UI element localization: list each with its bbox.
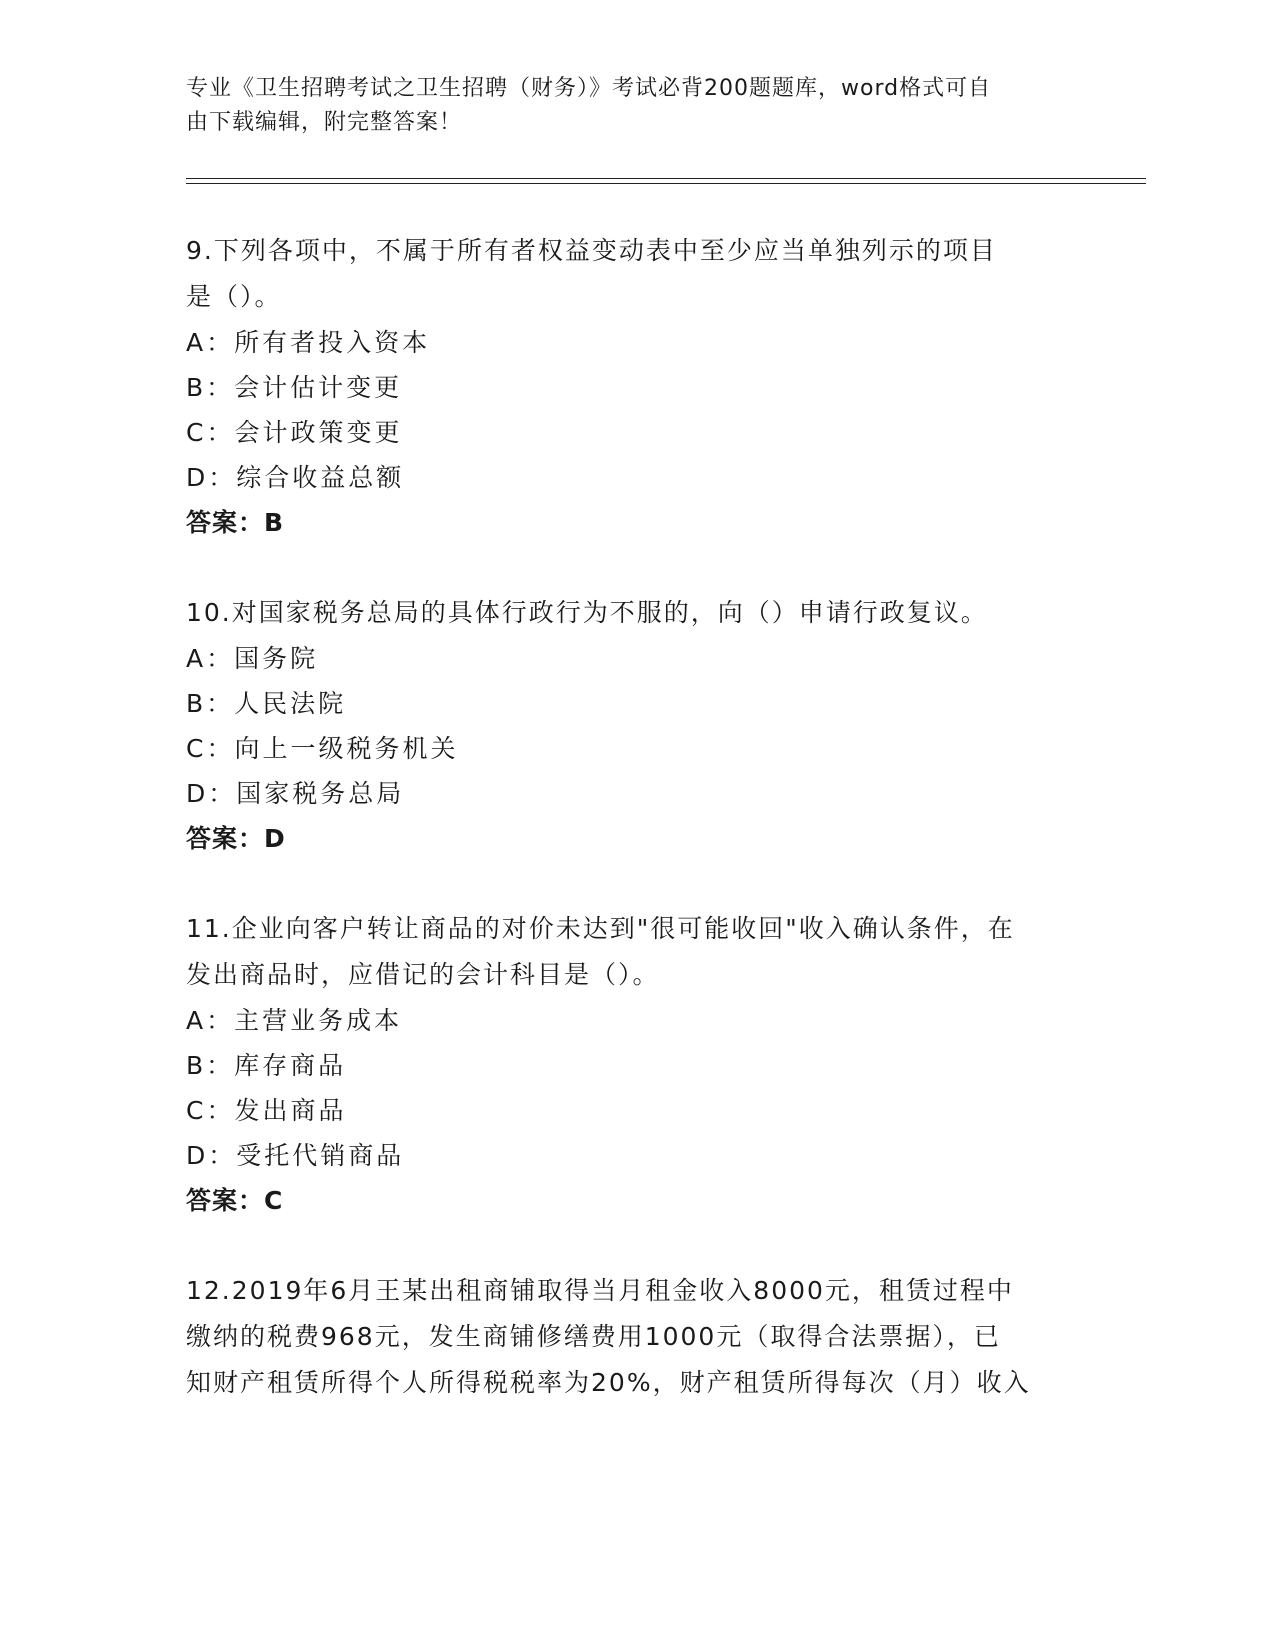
answer: 答案：B bbox=[186, 508, 285, 537]
question-text-line: 11.企业向客户转让商品的对价未达到"很可能收回"收入确认条件，在 bbox=[186, 914, 1015, 943]
question-text-line: 发出商品时，应借记的会计科目是（）。 bbox=[186, 960, 660, 989]
question-text-line: 12.2019年6月王某出租商铺取得当月租金收入8000元，租赁过程中 bbox=[186, 1276, 1014, 1305]
option-c: C：向上一级税务机关 bbox=[186, 734, 459, 763]
header-line-1: 专业《卫生招聘考试之卫生招聘（财务）》考试必背200题题库，word格式可自 bbox=[186, 76, 992, 101]
question-text-line: 缴纳的税费968元，发生商铺修缮费用1000元（取得合法票据），已 bbox=[186, 1322, 1001, 1351]
question-10 bbox=[186, 590, 1086, 862]
option-d: D：受托代销商品 bbox=[186, 1141, 405, 1170]
question-11 bbox=[186, 906, 1086, 1224]
answer: 答案：D bbox=[186, 824, 286, 853]
answer: 答案：C bbox=[186, 1186, 284, 1215]
option-c: C：发出商品 bbox=[186, 1096, 347, 1125]
question-list bbox=[186, 228, 1086, 1450]
question-text-line: 10.对国家税务总局的具体行政行为不服的，向（）申请行政复议。 bbox=[186, 598, 988, 627]
question-text-line: 知财产租赁所得个人所得税税率为20%，财产租赁所得每次（月）收入 bbox=[186, 1368, 1031, 1397]
option-a: A：主营业务成本 bbox=[186, 1006, 403, 1035]
header-divider-bottom bbox=[186, 183, 1146, 184]
header-divider-top bbox=[186, 178, 1146, 179]
option-a: A：所有者投入资本 bbox=[186, 328, 431, 357]
option-a: A：国务院 bbox=[186, 644, 319, 673]
question-text-line: 是（）。 bbox=[186, 282, 282, 311]
question-12 bbox=[186, 1268, 1086, 1406]
header-line-2: 由下载编辑，附完整答案！ bbox=[186, 110, 463, 135]
option-b: B：人民法院 bbox=[186, 689, 347, 718]
option-c: C：会计政策变更 bbox=[186, 418, 403, 447]
option-d: D：综合收益总额 bbox=[186, 463, 405, 492]
question-9 bbox=[186, 228, 1086, 546]
option-d: D：国家税务总局 bbox=[186, 779, 405, 808]
document-header bbox=[186, 72, 1066, 140]
option-b: B：会计估计变更 bbox=[186, 373, 403, 402]
option-b: B：库存商品 bbox=[186, 1051, 347, 1080]
question-text-line: 9.下列各项中，不属于所有者权益变动表中至少应当单独列示的项目 bbox=[186, 236, 997, 265]
